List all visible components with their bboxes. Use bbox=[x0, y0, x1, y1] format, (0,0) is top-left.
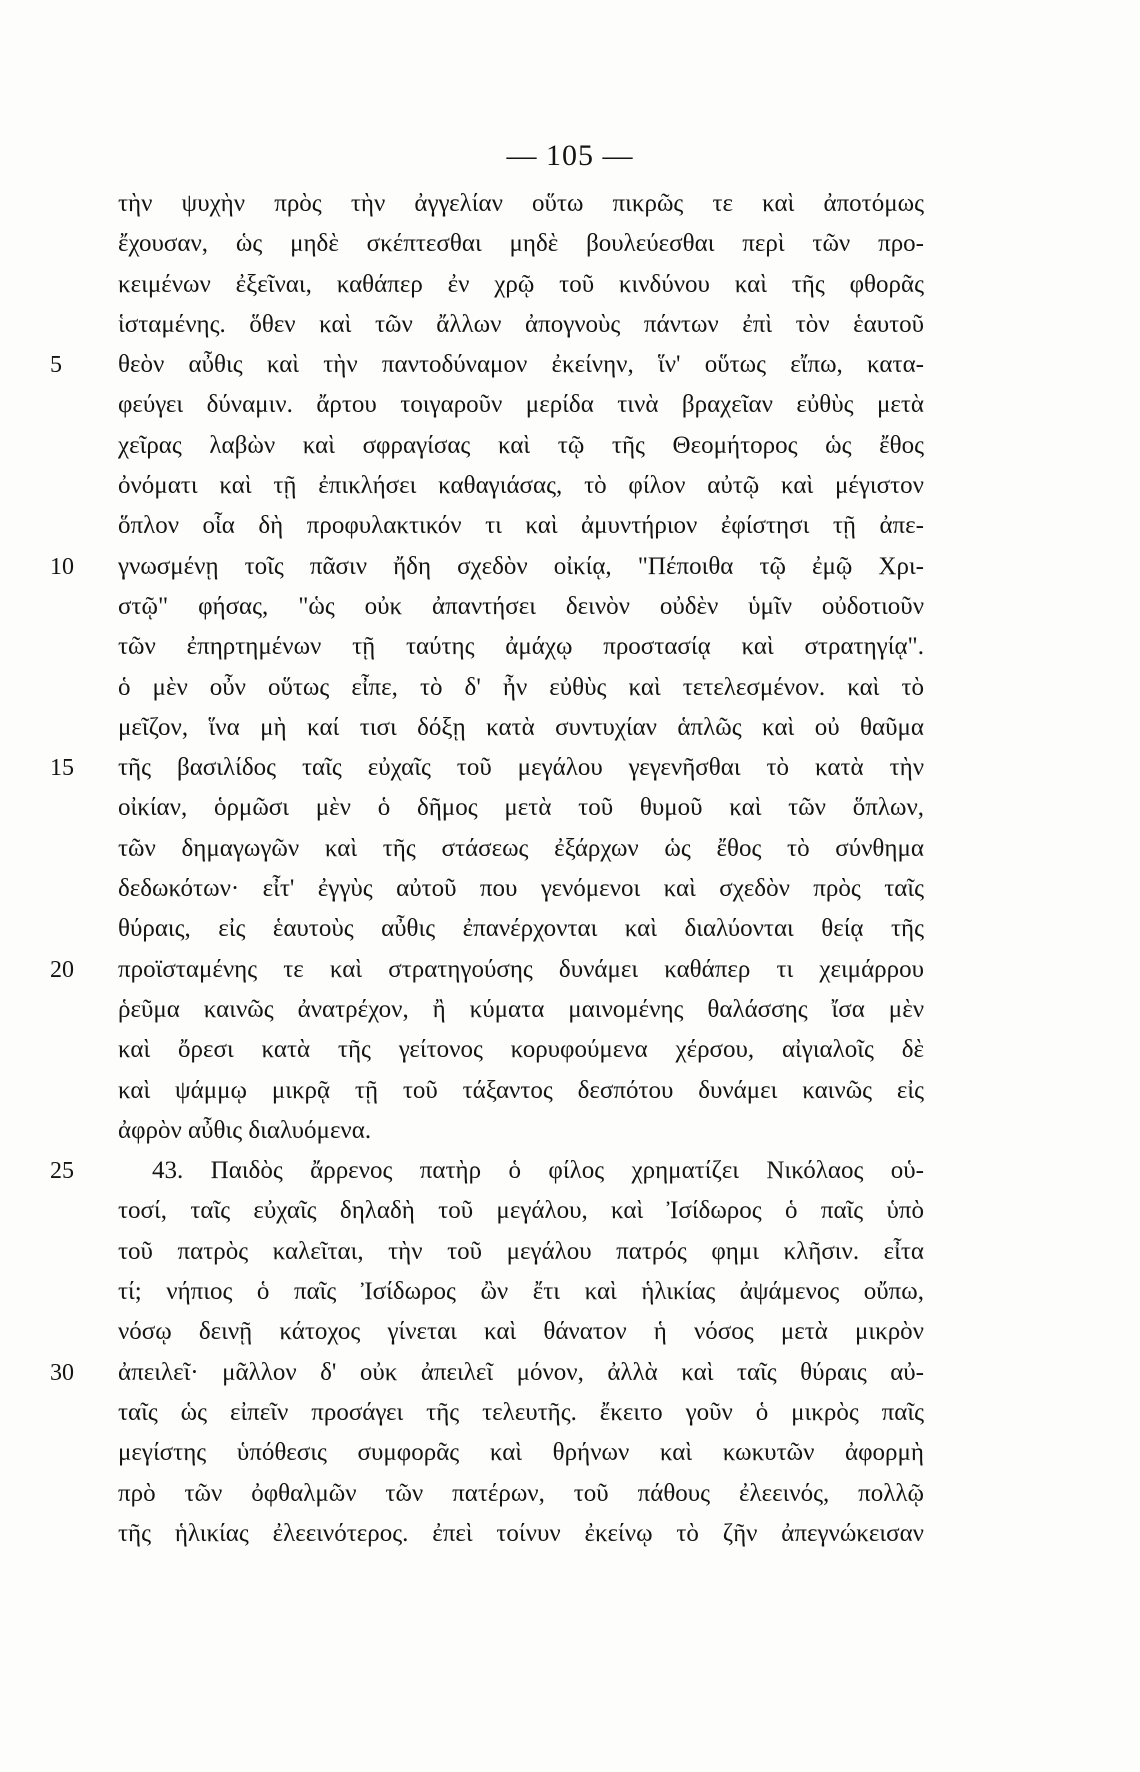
line-text: ἀφρὸν αὖθις διαλυόμενα. bbox=[118, 1116, 372, 1144]
line-text: οἰκίαν, ὁρμῶσι μὲν ὁ δῆμος μετὰ τοῦ θυμοῦ καὶ τῶν ὅπλων, bbox=[118, 794, 924, 822]
page-number: — 105 — bbox=[506, 139, 634, 172]
text-line bbox=[118, 708, 1140, 748]
line-text: ὅπλον οἷα δὴ προφυλακτικόν τι καὶ ἀμυντήριον ἐφίστησι τῇ ἀπε- bbox=[118, 512, 924, 540]
line-text: ῥεῦμα καινῶς ἀνατρέχον, ἢ κύματα μαινομένης θαλάσσης ἴσα μὲν bbox=[118, 995, 924, 1023]
text-line bbox=[118, 305, 1140, 345]
text-line bbox=[50, 1151, 1140, 1191]
line-text: νόσῳ δεινῇ κάτοχος γίνεται καὶ θάνατον ἡ νόσος μετὰ μικρὸν bbox=[118, 1318, 924, 1346]
line-text: πρὸ τῶν ὀφθαλμῶν τῶν πατέρων, τοῦ πάθους ἐλεεινός, πολλῷ bbox=[118, 1479, 924, 1507]
text-line bbox=[50, 345, 1140, 385]
text-line bbox=[118, 1433, 1140, 1473]
text-line bbox=[118, 224, 1140, 264]
line-text: ἱσταμένης. ὅθεν καὶ τῶν ἄλλων ἀπογνοὺς πάντων ἐπὶ τὸν ἑαυτοῦ bbox=[118, 310, 924, 338]
text-line bbox=[118, 829, 1140, 869]
line-text: τῆς ἡλικίας ἐλεεινότερος. ἐπεὶ τοίνυν ἐκείνῳ τὸ ζῆν ἀπεγνώκεισαν bbox=[118, 1519, 924, 1547]
text-line bbox=[118, 1272, 1140, 1312]
line-number: 10 bbox=[50, 553, 74, 580]
line-text: μεγίστης ὑπόθεσις συμφορᾶς καὶ θρήνων καὶ κωκυτῶν ἀφορμὴ bbox=[118, 1439, 924, 1467]
text-line bbox=[118, 587, 1140, 627]
text-line bbox=[118, 1191, 1140, 1231]
text-line bbox=[118, 426, 1140, 466]
line-number: 20 bbox=[50, 956, 74, 983]
line-text: κειμένων ἐξεῖναι, καθάπερ ἐν χρῷ τοῦ κινδύνου καὶ τῆς φθορᾶς bbox=[118, 270, 924, 298]
text-line bbox=[118, 1312, 1140, 1352]
line-text: ὀνόματι καὶ τῇ ἐπικλήσει καθαγιάσας, τὸ φίλον αὐτῷ καὶ μέγιστον bbox=[118, 472, 924, 500]
line-text: τῆς βασιλίδος ταῖς εὐχαῖς τοῦ μεγάλου γεγενῆσθαι τὸ κατὰ τὴν bbox=[118, 754, 924, 782]
line-text: καὶ ψάμμῳ μικρᾷ τῇ τοῦ τάξαντος δεσπότου δυνάμει καινῶς εἰς bbox=[118, 1076, 924, 1104]
line-text: ἔχουσαν, ὡς μηδὲ σκέπτεσθαι μηδὲ βουλεύεσθαι περὶ τῶν προ- bbox=[118, 230, 924, 258]
line-text: τὴν ψυχὴν πρὸς τὴν ἀγγελίαν οὕτω πικρῶς τε καὶ ἀποτόμως bbox=[118, 190, 924, 217]
body-text bbox=[50, 184, 1140, 1554]
line-text: ὁ μὲν οὖν οὕτως εἶπε, τὸ δ' ἦν εὐθὺς καὶ τετελεσμένον. καὶ τὸ bbox=[118, 673, 924, 701]
line-text: τοσί, ταῖς εὐχαῖς δηλαδὴ τοῦ μεγάλου, καὶ Ἰσίδωρος ὁ παῖς ὑπὸ bbox=[118, 1197, 924, 1225]
text-line bbox=[118, 990, 1140, 1030]
line-text: δεδωκότων· εἶτ' ἐγγὺς αὐτοῦ που γενόμενοι καὶ σχεδὸν πρὸς ταῖς bbox=[118, 875, 924, 903]
line-text: ἀπειλεῖ· μᾶλλον δ' οὐκ ἀπειλεῖ μόνον, ἀλλὰ καὶ ταῖς θύραις αὐ- bbox=[118, 1358, 924, 1386]
text-line bbox=[118, 184, 1140, 224]
line-text: φεύγει δύναμιν. ἄρτου τοιγαροῦν μερίδα τινὰ βραχεῖαν εὐθὺς μετὰ bbox=[118, 391, 924, 419]
line-text: προϊσταμένης τε καὶ στρατηγούσης δυνάμει καθάπερ τι χειμάρρου bbox=[118, 955, 924, 983]
text-line bbox=[118, 1232, 1140, 1272]
text-line bbox=[118, 869, 1140, 909]
text-line bbox=[118, 1030, 1140, 1070]
line-text: 43. Παιδὸς ἄρρενος πατὴρ ὁ φίλος χρηματίζει Νικόλαος οὑ- bbox=[152, 1157, 924, 1185]
line-text: τί; νήπιος ὁ παῖς Ἰσίδωρος ὢν ἔτι καὶ ἡλικίας ἀψάμενος οὔπω, bbox=[118, 1278, 924, 1306]
text-line bbox=[50, 547, 1140, 587]
line-text: γνωσμένῃ τοῖς πᾶσιν ἤδη σχεδὸν οἰκίᾳ, "Πέποιθα τῷ ἐμῷ Χρι- bbox=[118, 552, 924, 580]
line-number: 5 bbox=[50, 352, 62, 379]
line-text: ταῖς ὡς εἰπεῖν προσάγει τῆς τελευτῆς. ἔκειτο γοῦν ὁ μικρὸς παῖς bbox=[118, 1398, 924, 1426]
text-line bbox=[118, 1111, 1140, 1151]
line-text: θεὸν αὖθις καὶ τὴν παντοδύναμον ἐκείνην, ἵν' οὕτως εἴπω, κατα- bbox=[118, 351, 924, 379]
line-text: τῶν ἐπηρτημένων τῇ ταύτης ἀμάχῳ προστασίᾳ καὶ στρατηγίᾳ". bbox=[118, 633, 924, 661]
line-number: 25 bbox=[50, 1158, 74, 1185]
text-line bbox=[118, 1071, 1140, 1111]
line-text: καὶ ὄρεσι κατὰ τῆς γείτονος κορυφούμενα χέρσου, αἰγιαλοῖς δὲ bbox=[118, 1036, 924, 1064]
text-line bbox=[118, 1514, 1140, 1554]
text-line bbox=[118, 265, 1140, 305]
line-number: 15 bbox=[50, 755, 74, 782]
line-number: 30 bbox=[50, 1359, 74, 1386]
line-text: τῶν δημαγωγῶν καὶ τῆς στάσεως ἐξάρχων ὡς ἔθος τὸ σύνθημα bbox=[118, 834, 924, 862]
text-line bbox=[50, 950, 1140, 990]
text-line bbox=[50, 748, 1140, 788]
text-line bbox=[118, 788, 1140, 828]
line-text: χεῖρας λαβὼν καὶ σφραγίσας καὶ τῷ τῆς Θεομήτορος ὡς ἔθος bbox=[118, 431, 924, 459]
text-line bbox=[118, 909, 1140, 949]
text-line bbox=[118, 385, 1140, 425]
text-line bbox=[118, 1474, 1140, 1514]
line-text: τοῦ πατρὸς καλεῖται, τὴν τοῦ μεγάλου πατρός φημι κλῆσιν. εἶτα bbox=[118, 1237, 924, 1265]
line-text: στῷ" φήσας, "ὡς οὐκ ἀπαντήσει δεινὸν οὐδὲν ὑμῖν οὐδοτιοῦν bbox=[118, 592, 924, 620]
text-line bbox=[50, 1353, 1140, 1393]
line-text: θύραις, εἰς ἑαυτοὺς αὖθις ἐπανέρχονται καὶ διαλύονται θείᾳ τῆς bbox=[118, 915, 924, 943]
text-line bbox=[118, 466, 1140, 506]
text-line bbox=[118, 506, 1140, 546]
line-text: μεῖζον, ἵνα μὴ καί τισι δόξῃ κατὰ συντυχίαν ἁπλῶς καὶ οὐ θαῦμα bbox=[118, 713, 924, 741]
text-line bbox=[118, 1393, 1140, 1433]
text-line bbox=[118, 627, 1140, 667]
text-line bbox=[118, 668, 1140, 708]
